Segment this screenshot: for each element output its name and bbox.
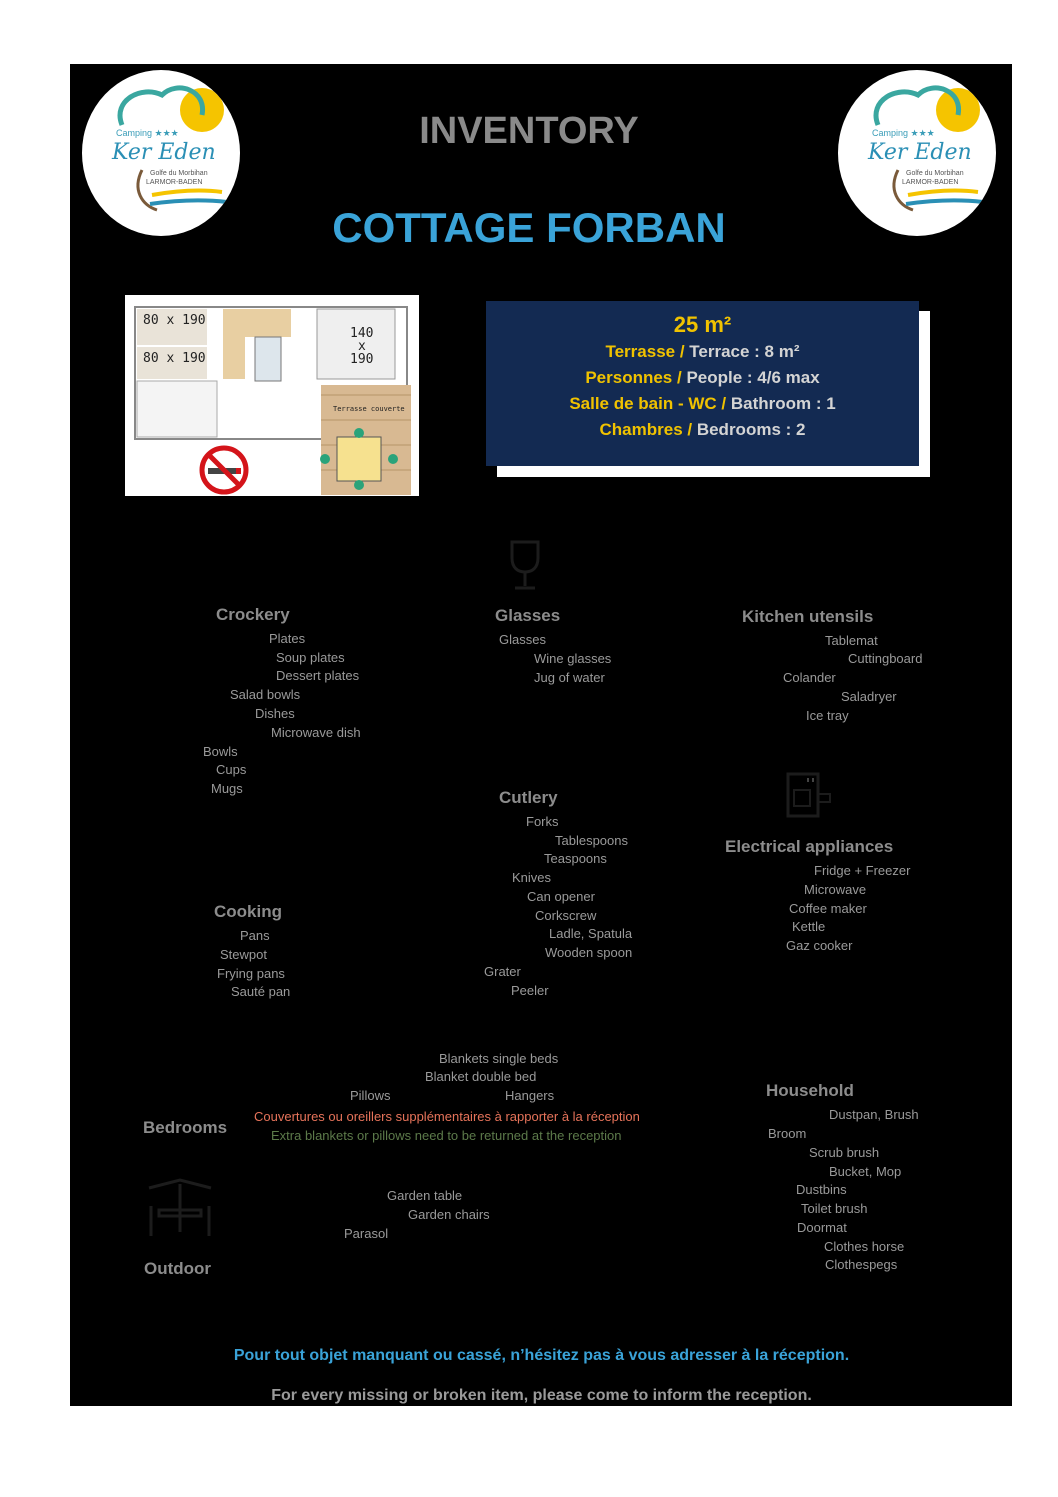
list-item: Microwave dish [271, 725, 361, 740]
list-item: Tablemat [825, 633, 878, 648]
list-item: Doormat [797, 1220, 847, 1235]
list-item: Forks [526, 814, 559, 829]
cottage-info-box [486, 301, 919, 466]
list-item: Glasses [499, 632, 546, 647]
list-item: Scrub brush [809, 1145, 880, 1160]
bed-label-1: 80 x 190 [143, 313, 206, 328]
list-item: Clothespegs [825, 1257, 898, 1272]
logo-line1: Golfe du Morbihan [906, 170, 964, 177]
category-cooking-title: Cooking [214, 902, 282, 921]
category-household-title: Household [766, 1081, 854, 1100]
bed-label-2: 80 x 190 [143, 351, 206, 366]
category-bedrooms-title: Bedrooms [143, 1118, 228, 1137]
bed-label-3-width: 140 [350, 326, 374, 341]
list-item: Gaz cooker [786, 938, 853, 953]
list-item: Wooden spoon [545, 945, 633, 960]
bed-label-3-length: 190 [350, 352, 374, 367]
list-item: Broom [768, 1126, 807, 1141]
list-item: Parasol [344, 1226, 389, 1241]
list-item: Cups [216, 762, 247, 777]
list-item: Cuttingboard [848, 651, 923, 666]
list-item: Grater [484, 964, 521, 979]
info-row-bedrooms: Chambres / Bedrooms : 2 [599, 420, 806, 439]
list-item: Hangers [505, 1088, 555, 1103]
list-item: Sauté pan [231, 984, 291, 999]
list-item: Can opener [527, 889, 595, 904]
list-item: Microwave [804, 882, 867, 897]
extra-bedding-note-en: Extra blankets or pillows need to be returned at the reception [271, 1128, 622, 1143]
list-item: Dustpan, Brush [829, 1107, 919, 1122]
floor-plan [125, 295, 419, 496]
list-item: Teaspoons [544, 851, 607, 866]
list-item: Bowls [203, 744, 238, 759]
wine-glass-icon [506, 538, 546, 592]
logo-label: Camping ★★★ [116, 128, 179, 138]
outdoor-table-icon [145, 1176, 215, 1240]
footer-note-en: For every missing or broken item, please come to inform the reception. [271, 1387, 812, 1404]
extra-bedding-note-fr: Couvertures ou oreillers supplémentaires à rapporter à la réception [254, 1109, 640, 1124]
list-item: Corkscrew [535, 908, 597, 923]
list-item: Coffee maker [789, 901, 867, 916]
terrace-label: Terrasse couverte [333, 405, 405, 413]
list-item: Bucket, Mop [829, 1164, 902, 1179]
logo-line2: LARMOR-BADEN [902, 179, 959, 186]
list-item: Kettle [792, 919, 826, 934]
list-item: Tablespoons [555, 833, 628, 848]
list-item: Ice tray [806, 708, 849, 723]
category-glasses-title: Glasses [495, 606, 561, 625]
logo-name: Ker Eden [868, 140, 972, 165]
list-item: Plates [269, 631, 306, 646]
logo-name: Ker Eden [112, 140, 216, 165]
info-row-bathroom: Salle de bain - WC / Bathroom : 1 [569, 394, 836, 413]
category-crockery-title: Crockery [216, 605, 290, 624]
list-item: Peeler [511, 983, 549, 998]
logo-line2: LARMOR-BADEN [146, 179, 203, 186]
list-item: Dustbins [796, 1182, 847, 1197]
list-item: Garden chairs [408, 1207, 490, 1222]
list-item: Soup plates [276, 650, 345, 665]
list-item: Clothes horse [824, 1239, 905, 1254]
page-title: INVENTORY [419, 110, 639, 152]
list-item: Garden table [387, 1188, 463, 1203]
info-row-people: Personnes / People : 4/6 max [585, 368, 820, 387]
list-item: Dessert plates [276, 668, 360, 683]
footer-note-fr: Pour tout objet manquant ou cassé, n’hésitez pas à vous adresser à la réception. [233, 1347, 850, 1364]
list-item: Stewpot [220, 947, 267, 962]
coffee-maker-icon [784, 770, 838, 820]
cottage-title: COTTAGE FORBAN [332, 204, 726, 251]
list-item: Pillows [350, 1088, 391, 1103]
list-item: Salad bowls [230, 687, 301, 702]
list-item: Colander [783, 670, 836, 685]
category-kitchen-title: Kitchen utensils [742, 607, 874, 626]
logo-label: Camping ★★★ [872, 128, 935, 138]
list-item: Ladle, Spatula [549, 926, 633, 941]
list-item: Fridge + Freezer [814, 863, 911, 878]
no-smoking-icon [196, 444, 252, 496]
list-item: Saladryer [841, 689, 897, 704]
category-electrical-title: Electrical appliances [725, 837, 894, 856]
list-item: Blanket double bed [425, 1069, 537, 1084]
list-item: Pans [240, 928, 270, 943]
logo-line1: Golfe du Morbihan [150, 170, 208, 177]
list-item: Wine glasses [534, 651, 612, 666]
bed-label-3-x: x [358, 339, 366, 354]
list-item: Blankets single beds [439, 1051, 559, 1066]
area-value: 25 m² [673, 312, 732, 337]
list-item: Knives [512, 870, 552, 885]
category-outdoor-title: Outdoor [144, 1259, 212, 1278]
category-cutlery-title: Cutlery [499, 788, 558, 807]
list-item: Mugs [211, 781, 243, 796]
list-item: Frying pans [217, 966, 285, 981]
list-item: Dishes [255, 706, 295, 721]
list-item: Toilet brush [801, 1201, 868, 1216]
info-row-terrace: Terrasse / Terrace : 8 m² [605, 342, 800, 361]
list-item: Jug of water [534, 670, 605, 685]
